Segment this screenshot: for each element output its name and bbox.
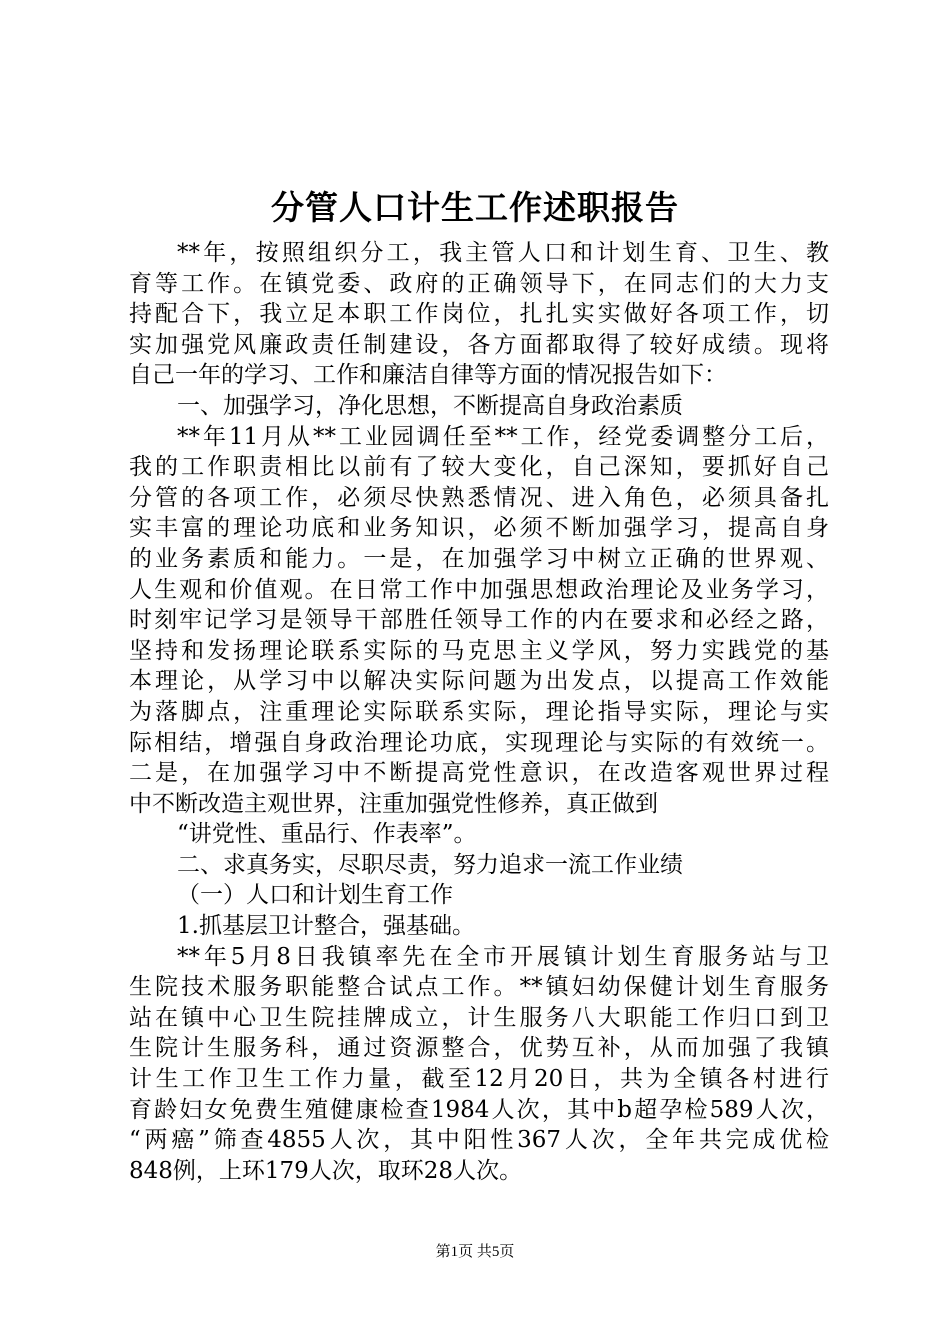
- item-heading: 1.抓基层卫计整合，强基础。: [177, 913, 475, 940]
- text-line: 实丰富的理论功底和业务知识，必须不断加强学习，提高自身: [129, 515, 829, 542]
- document-body: [129, 238, 829, 1186]
- text-line: 为落脚点，注重理论实际联系实际，理论指导实际，理论与实: [129, 698, 829, 725]
- text-line: 育等工作。在镇党委、政府的正确领导下，在同志们的大力支: [129, 270, 829, 297]
- text-line: 本理论，从学习中以解决实际问题为出发点，以提高工作效能: [129, 668, 829, 695]
- text-line: 的业务素质和能力。一是，在加强学习中树立正确的世界观、: [129, 545, 829, 572]
- text-line: 实加强党风廉政责任制建设，各方面都取得了较好成绩。现将: [129, 331, 829, 358]
- text-line: **年，按照组织分工，我主管人口和计划生育、卫生、教: [177, 240, 829, 266]
- text-line: “两癌”筛查4855人次，其中阳性367人次，全年共完成优检: [129, 1127, 829, 1154]
- text-line: 生院计生服务科，通过资源整合，优势互补，从而加强了我镇: [129, 1035, 829, 1062]
- text-line: 育龄妇女免费生殖健康检查1984人次，其中b超孕检589人次，: [129, 1096, 829, 1123]
- text-line: 际相结，增强自身政治理论功底，实现理论与实际的有效统一。: [129, 729, 829, 756]
- text-line: 坚持和发扬理论联系实际的马克思主义学风，努力实践党的基: [129, 637, 829, 664]
- text-line: 自己一年的学习、工作和廉洁自律等方面的情况报告如下：: [129, 362, 727, 389]
- text-line: 生院技术服务职能整合试点工作。**镇妇幼保健计划生育服务: [129, 974, 829, 1001]
- text-line: 中不断改造主观世界，注重加强党性修养，真正做到: [129, 790, 658, 817]
- text-line: 我的工作职责相比以前有了较大变化，自己深知，要抓好自己: [129, 454, 829, 481]
- text-line: **年5月8日我镇率先在全市开展镇计划生育服务站与卫: [177, 943, 829, 970]
- text-line: 时刻牢记学习是领导干部胜任领导工作的内在要求和必经之路，: [129, 607, 829, 634]
- text-line: 人生观和价值观。在日常工作中加强思想政治理论及业务学习，: [129, 576, 829, 603]
- text-line: **年11月从**工业园调任至**工作，经党委调整分工后，: [177, 423, 829, 450]
- text-line: “讲党性、重品行、作表率”。: [177, 821, 477, 848]
- text-line: 持配合下，我立足本职工作岗位，扎扎实实做好各项工作，切: [129, 301, 829, 328]
- subsection-heading: （一）人口和计划生育工作: [177, 882, 453, 909]
- text-line: 计生工作卫生工作力量，截至12月20日，共为全镇各村进行: [129, 1066, 829, 1093]
- text-line: 848例，上环179人次，取环28人次。: [129, 1157, 523, 1184]
- text-line: 站在镇中心卫生院挂牌成立，计生服务八大职能工作归口到卫: [129, 1004, 829, 1031]
- page-footer: 第1页 共5页: [435, 1244, 515, 1260]
- document-title: 分管人口计生工作述职报告: [271, 188, 679, 227]
- text-line: 二是，在加强学习中不断提高党性意识，在改造客观世界过程: [129, 760, 829, 787]
- text-line: 分管的各项工作，必须尽快熟悉情况、进入角色，必须具备扎: [129, 484, 829, 511]
- section-heading: 二、求真务实，尽职尽责，努力追求一流工作业绩: [177, 851, 683, 878]
- section-heading: 一、加强学习，净化思想，不断提高自身政治素质: [177, 392, 683, 419]
